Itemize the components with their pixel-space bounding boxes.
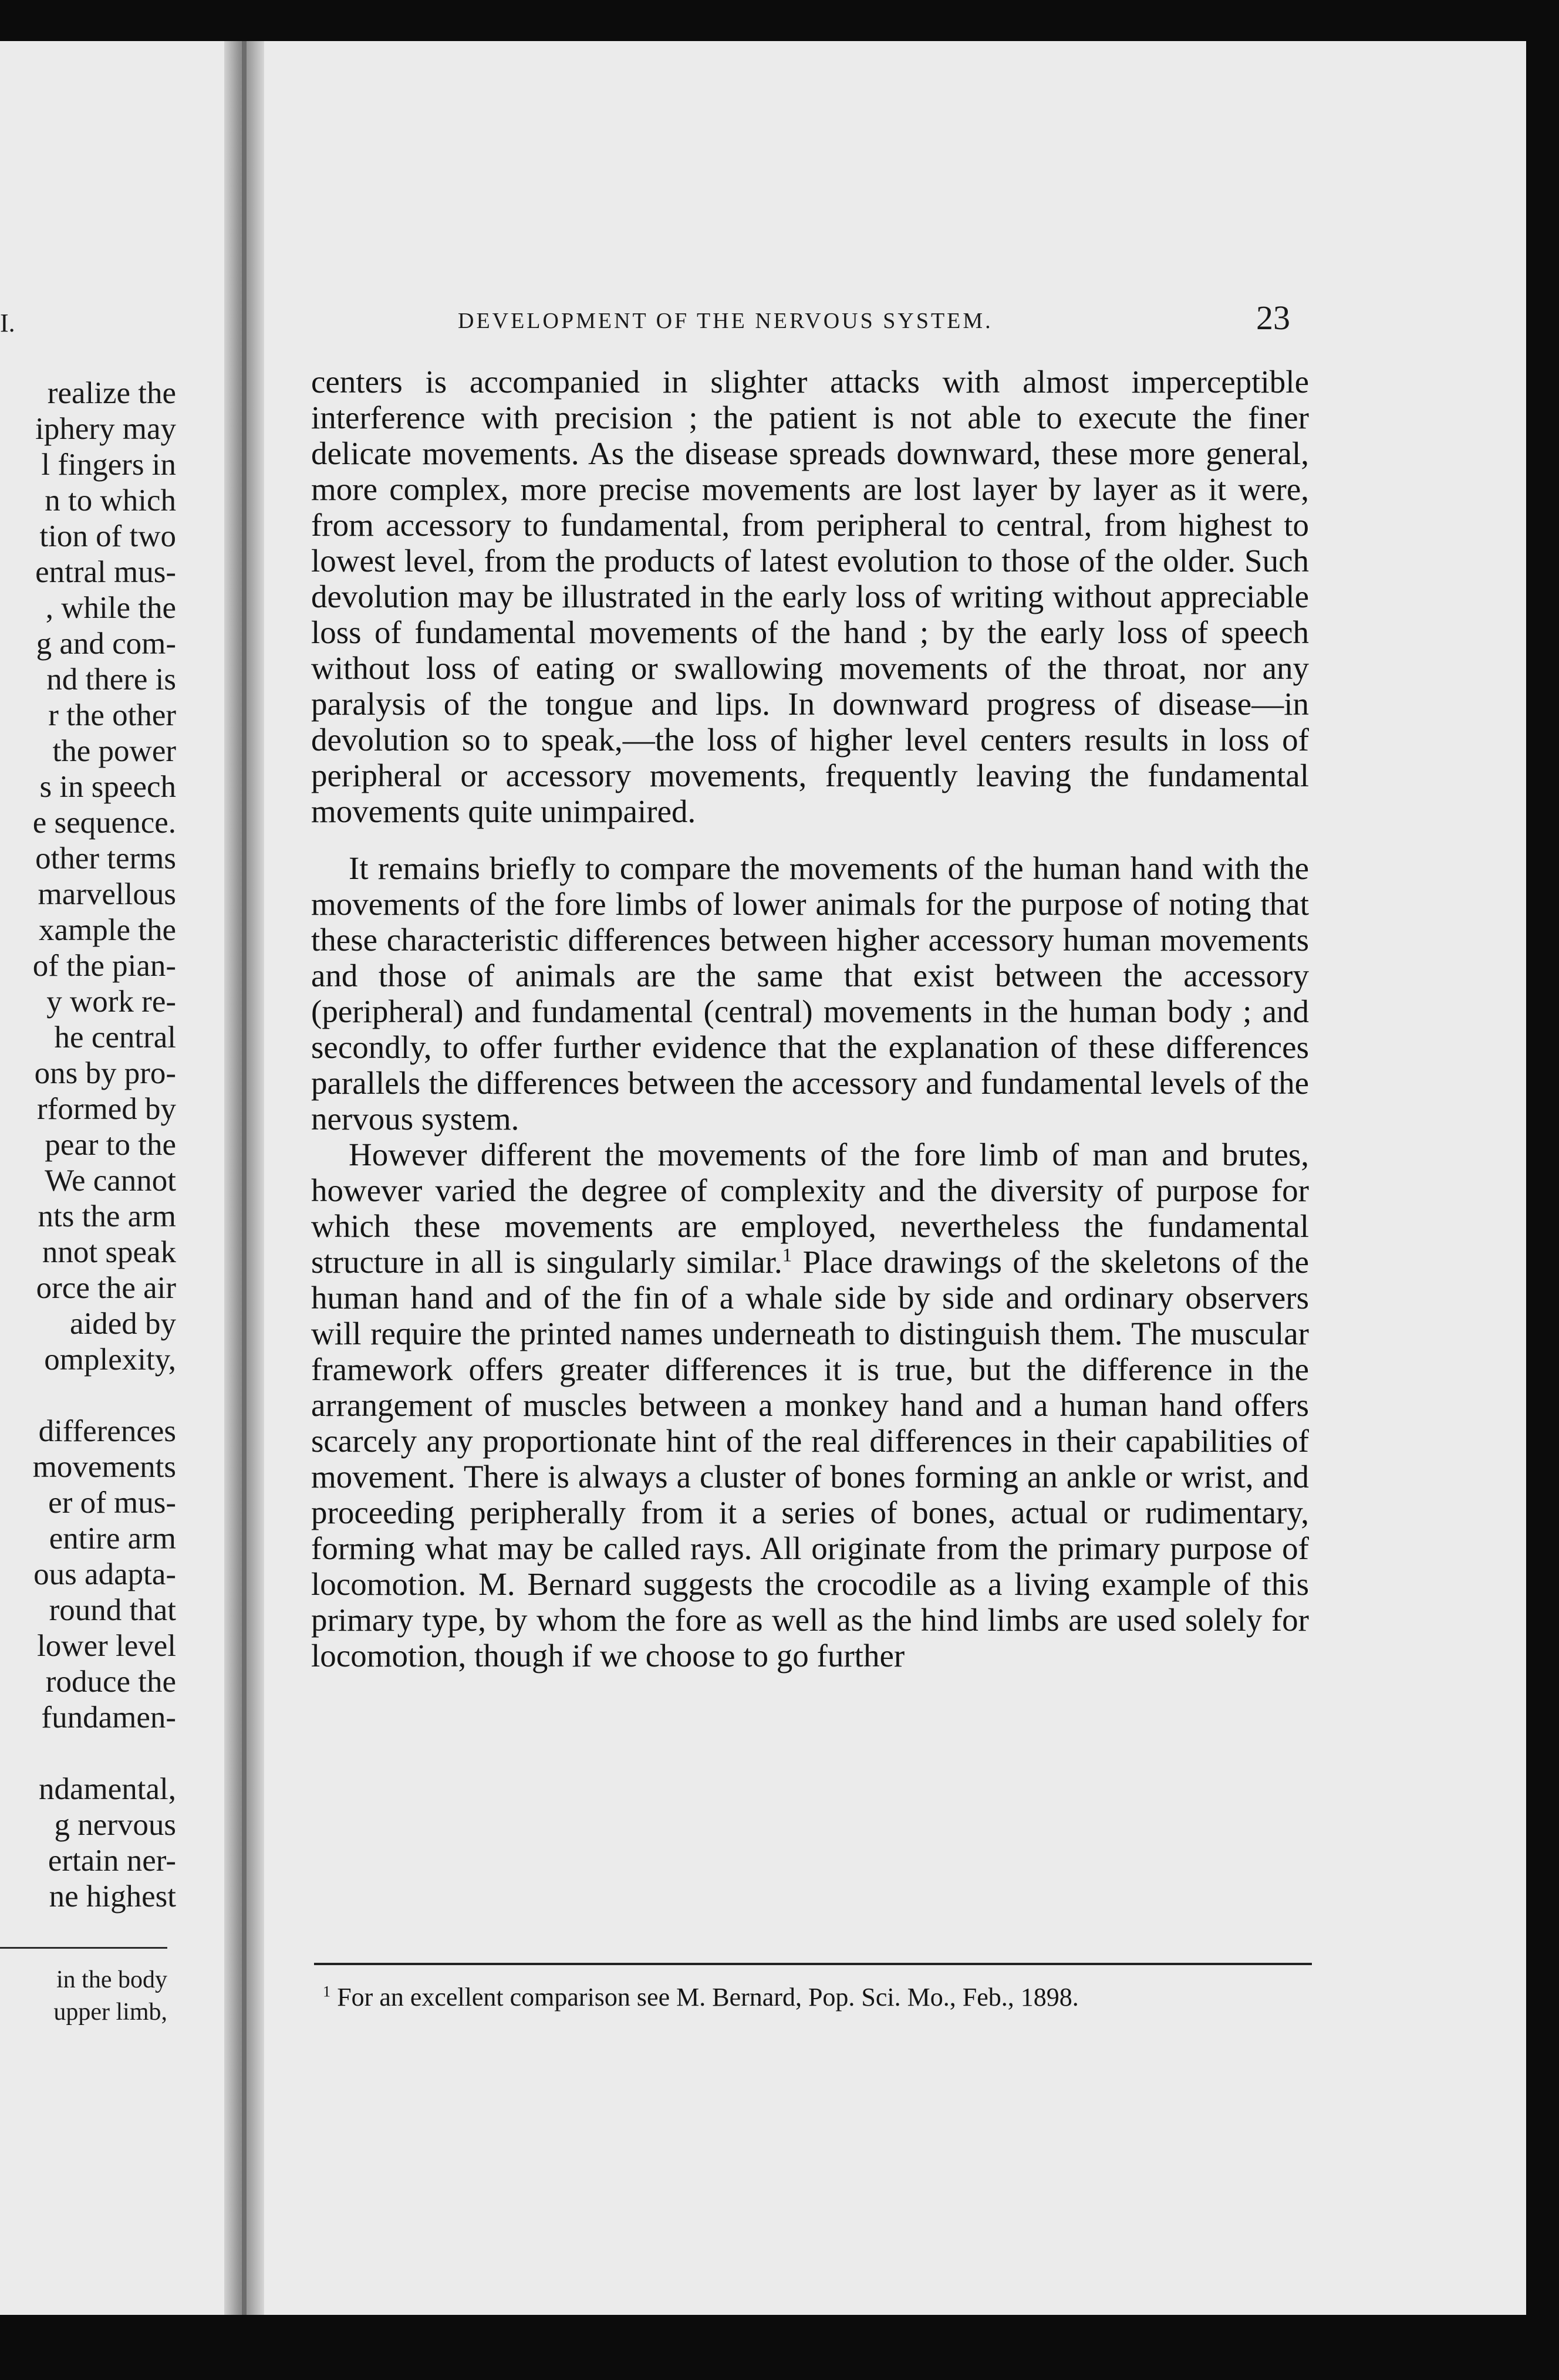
- footnote-text: For an excellent comparison see M. Bernard, Pop. Sci. Mo., Feb., 1898.: [330, 1983, 1079, 2011]
- footnote-rule: [314, 1963, 1312, 1965]
- left-page-line: nnot speak: [42, 1235, 176, 1269]
- left-page-line: ne highest: [49, 1879, 176, 1914]
- left-page-header-fragment: I.: [0, 309, 15, 337]
- left-page-line: movements: [32, 1450, 176, 1484]
- left-page-line: e sequence.: [32, 806, 176, 840]
- left-page-line: g and com-: [36, 627, 176, 661]
- left-page-line: realize the: [47, 376, 176, 410]
- left-page-line: y work re-: [46, 985, 176, 1019]
- left-page-line: n to which: [45, 484, 176, 518]
- paragraph-3: [311, 1137, 1309, 1674]
- left-page-line: rformed by: [37, 1092, 176, 1126]
- left-page-line: omplexity,: [44, 1343, 176, 1377]
- paragraph-3-part-a: However different the movements of the fore limb of man and brutes, however varied the degree of complexity and the diversity of purpose for which these movements are employed, nevertheless the fundamental structure in all is singularly similar.: [311, 1137, 1309, 1280]
- left-page-line: he central: [54, 1020, 176, 1054]
- left-page-line: entral mus-: [35, 555, 176, 589]
- footnote-ref[interactable]: 1: [782, 1245, 792, 1266]
- paragraph-1: centers is accompanied in slighter attacks with almost imperceptible interference with precision ; the patient is not able to execute the finer delicate movements. As the disease spreads downward, these more general, more complex, more precise movements are lost layer by layer as it were, from accessory to fundamental, from peripheral to central, from highest to lowest level, from the products of latest evolution to those of the older. Such devolution may be illustrated in the early loss of writing without appreciable loss of fundamental movements of the hand ; by the early loss of speech without loss of eating or swallowing movements of the throat, nor any paralysis of the tongue and lips. In downward progress of disease—in devolution so to speak,—the loss of higher level centers results in loss of peripheral or accessory movements, frequently leaving the fundamental movements quite unimpaired.: [311, 364, 1309, 829]
- left-page-line: other terms: [35, 841, 176, 875]
- body-text: [311, 364, 1309, 1674]
- left-page-line: roduce the: [45, 1665, 176, 1699]
- footnote-marker: 1: [323, 1982, 331, 2000]
- gutter-shadow: [242, 41, 247, 2315]
- left-page-line: er of mus-: [48, 1486, 176, 1520]
- left-page-line: lower level: [37, 1629, 176, 1663]
- left-page-line: ertain ner-: [48, 1844, 176, 1878]
- left-page-line: xample the: [39, 913, 176, 947]
- left-page-line: ndamental,: [39, 1772, 176, 1806]
- left-footnote-rule: [0, 1947, 167, 1949]
- left-page-line: , while the: [45, 591, 176, 625]
- left-page-line: fundamen-: [41, 1701, 176, 1735]
- left-page-line: ons by pro-: [34, 1056, 176, 1090]
- left-footnote-line: upper limb,: [53, 1999, 167, 2026]
- paragraph-2: It remains briefly to compare the movements of the human hand with the movements of the fore limbs of lower animals for the purpose of noting that these characteristic differences between higher accessory human movements and those of animals are the same that exist between the accessory (peripheral) and fundamental (central) movements in the human body ; and secondly, to offer further evidence that the explanation of these differences parallels the differences between the accessory and fundamental levels of the nervous system.: [311, 850, 1309, 1137]
- left-page-line: iphery may: [35, 412, 176, 446]
- left-page-line: g nervous: [54, 1808, 176, 1842]
- left-page-line: nd there is: [46, 662, 176, 697]
- left-page-line: aided by: [69, 1307, 176, 1341]
- page-number: 23: [1256, 299, 1290, 337]
- left-page-line: We cannot: [45, 1164, 176, 1198]
- left-page-line: ous adapta-: [33, 1557, 176, 1591]
- left-page-line: r the other: [48, 698, 176, 732]
- left-page-line: the power: [52, 734, 176, 768]
- left-page-line: of the pian-: [32, 949, 176, 983]
- left-page-line: pear to the: [45, 1128, 176, 1162]
- left-page-line: s in speech: [39, 770, 176, 804]
- left-page-line: l fingers in: [41, 448, 176, 482]
- footnote: [323, 1980, 1309, 2014]
- left-page-line: round that: [49, 1593, 176, 1627]
- paragraph-3-part-b: Place drawings of the skeletons of the human hand and of the fin of a whale side by side and ordinary observers will require the printed names underneath to distinguish them. The muscular framework offers greater differences it is true, but the difference in the arrangement of muscles between a monkey hand and a human hand offers scarcely any proportionate hint of the real differences in their capabilities of movement. There is always a cluster of bones forming an ankle or wrist, and proceeding peripherally from it a series of bones, actual or rudimentary, forming what may be called rays. All originate from the primary purpose of locomotion. M. Bernard suggests the crocodile as a living example of this primary type, by whom the fore as well as the hind limbs are used solely for locomotion, though if we choose to go further: [311, 1244, 1309, 1674]
- left-page-line: tion of two: [39, 519, 176, 553]
- left-page-line: marvellous: [38, 877, 176, 911]
- left-footnote-line: in the body: [56, 1966, 167, 1993]
- left-page-line: differences: [38, 1414, 176, 1448]
- left-page-line: entire arm: [49, 1522, 176, 1556]
- running-head: DEVELOPMENT OF THE NERVOUS SYSTEM.: [458, 309, 993, 333]
- left-page-line: orce the air: [36, 1271, 176, 1305]
- left-page-line: nts the arm: [38, 1199, 176, 1233]
